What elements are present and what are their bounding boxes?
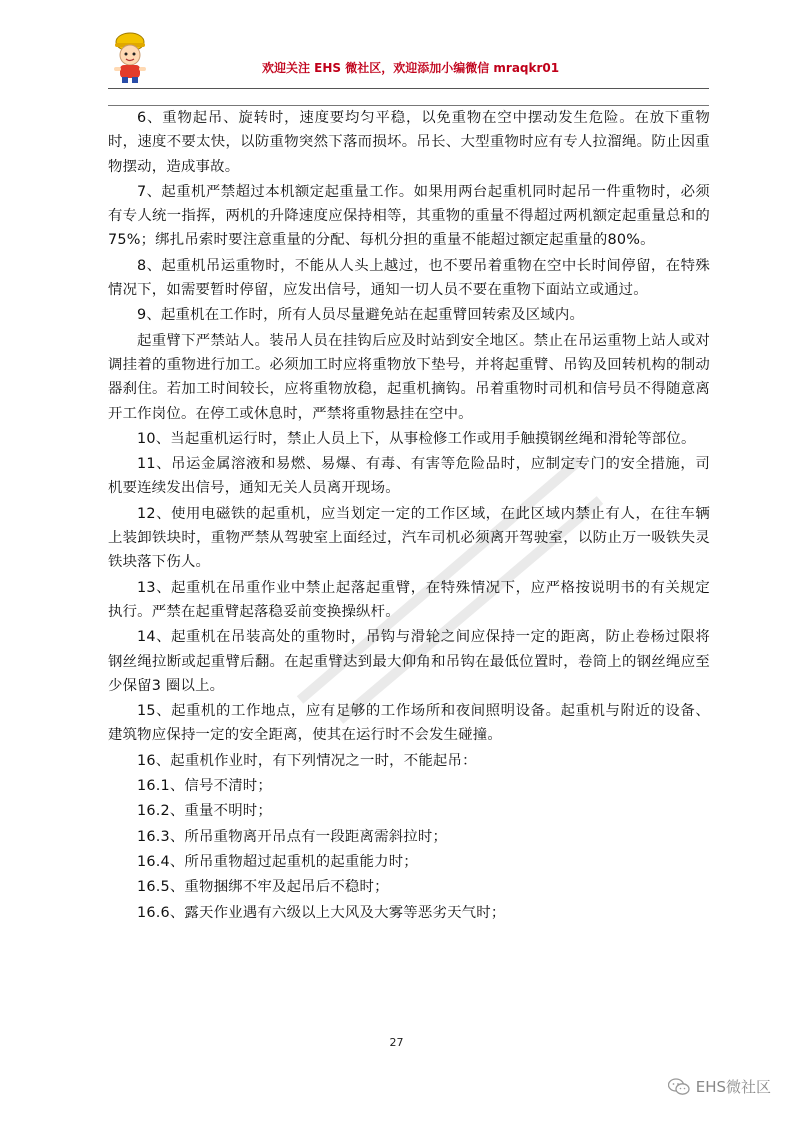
paragraph: 起重臂下严禁站人。装吊人员在挂钩后应及时站到安全地区。禁止在吊运重物上站人或对调挂着的重物进行加工。必须加工时应将重物放下垫号，并将起重臂、吊钩及回转机构的制动器刹住。若加工时间较长，应将重物放稳，起重机摘钩。吊着重物时司机和信号员不得随意离开工作岗位。在停工或休息时，严禁将重物悬挂在空中。 bbox=[108, 332, 710, 422]
list-item: 16.4、所吊重物超过起重机的起重能力时； bbox=[137, 853, 418, 870]
list-item: 16.6、露天作业遇有六级以上大风及大雾等恶劣天气时； bbox=[137, 904, 506, 921]
paragraph: 13、起重机在吊重作业中禁止起落起重臂，在特殊情况下，应严格按说明书的有关规定执行。严禁在起重臂起落稳妥前变换操纵杆。 bbox=[108, 579, 710, 620]
paragraph: 15、起重机的工作地点，应有足够的工作场所和夜间照明设备。起重机与附近的设备、建筑物应保持一定的安全距离，使其在运行时不会发生碰撞。 bbox=[108, 703, 710, 744]
header-divider bbox=[108, 88, 709, 89]
footer-brand-label: EHS微社区 bbox=[695, 1078, 771, 1096]
list-item: 16.2、重量不明时； bbox=[137, 803, 272, 820]
document-body bbox=[108, 106, 710, 926]
paragraph: 10、当起重机运行时，禁止人员上下，从事检修工作或用手触摸钢丝绳和滑轮等部位。 bbox=[137, 430, 696, 447]
header-banner: 欢迎关注 EHS 微社区，欢迎添加小编微信 mraqkr01 bbox=[262, 61, 560, 75]
list-item: 16.5、重物捆绑不牢及起吊后不稳时； bbox=[137, 879, 389, 896]
wechat-icon bbox=[668, 1078, 690, 1096]
paragraph: 11、吊运金属溶液和易燃、易爆、有毒、有害等危险品时，应制定专门的安全措施，司机要连续发出信号，通知无关人员离开现场。 bbox=[108, 456, 710, 497]
list-item: 16.1、信号不清时； bbox=[137, 778, 272, 795]
paragraph: 14、起重机在吊装高处的重物时，吊钩与滑轮之间应保持一定的距离，防止卷杨过限将钢丝绳拉断或起重臂后翻。在起重臂达到最大仰角和吊钩在最低位置时，卷筒上的钢丝绳应至少保留3 圈以上。 bbox=[108, 629, 710, 694]
paragraph: 7、起重机严禁超过本机额定起重量工作。如果用两台起重机同时起吊一件重物时，必须有专人统一指挥，两机的升降速度应保持相等，其重物的重量不得超过两机额定起重量总和的75%；绑扎吊索时要注意重量的分配、每机分担的重量不能超过额定起重量的80%。 bbox=[108, 183, 710, 249]
footer-brand bbox=[668, 1076, 771, 1097]
paragraph: 6、重物起吊、旋转时，速度要均匀平稳，以免重物在空中摆动发生危险。在放下重物时，速度不要太快，以防重物突然下落而损坏。吊长、大型重物时应有专人拉溜绳。防止因重物摆动，造成事故。 bbox=[108, 110, 710, 175]
paragraph: 16、起重机作业时，有下列情况之一时，不能起吊： bbox=[137, 752, 477, 769]
paragraph: 9、起重机在工作时，所有人员尽量避免站在起重臂回转索及区域内。 bbox=[137, 307, 585, 324]
list-item: 16.3、所吊重物离开吊点有一段距离需斜拉时； bbox=[137, 828, 448, 845]
worker-mascot-icon bbox=[108, 28, 152, 84]
paragraph: 8、起重机吊运重物时，不能从人头上越过，也不要吊着重物在空中长时间停留，在特殊情况下，如需要暂时停留，应发出信号，通知一切人员不要在重物下面站立或通过。 bbox=[108, 257, 710, 299]
paragraph: 12、使用电磁铁的起重机，应当划定一定的工作区域，在此区域内禁止有人，在往车辆上装卸铁块时，重物严禁从驾驶室上面经过，汽车司机必须离开驾驶室，以防止万一吸铁失灵铁块落下伤人。 bbox=[108, 505, 710, 571]
page-number: 27 bbox=[389, 1036, 404, 1049]
